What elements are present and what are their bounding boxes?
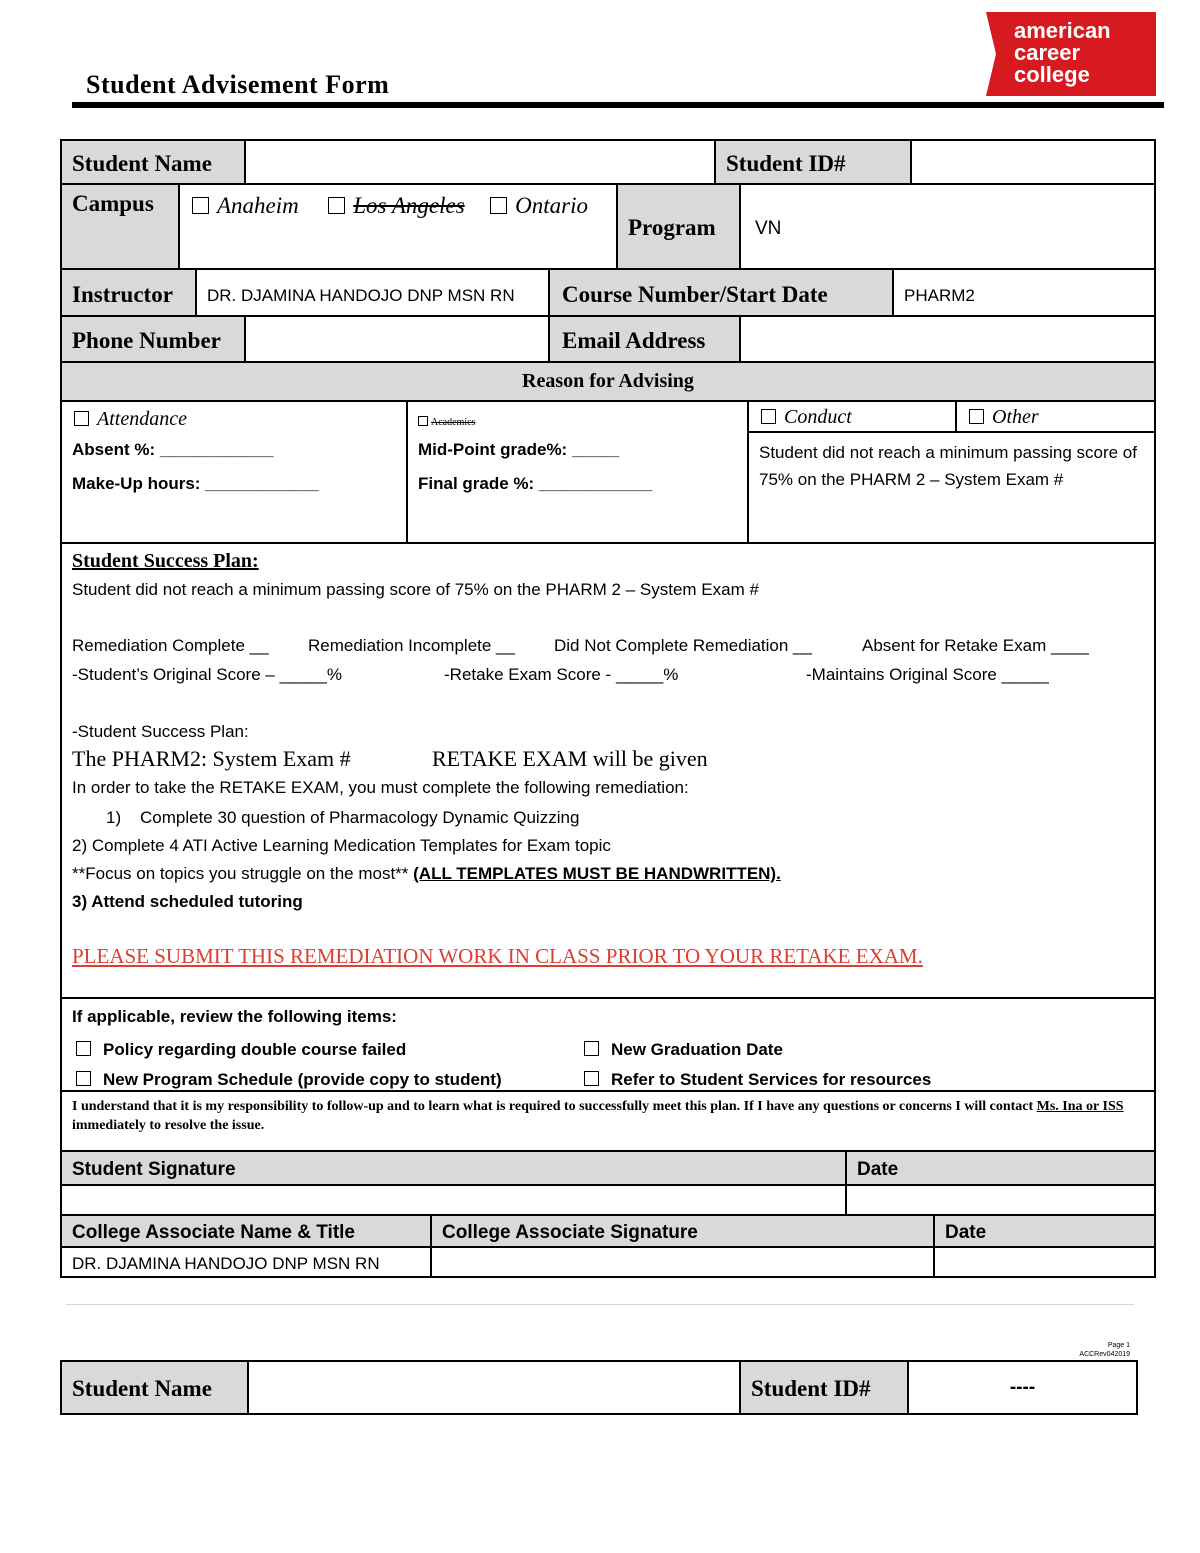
agreement-contact: Ms. Ina or ISS (1036, 1099, 1124, 1114)
course-field[interactable] (892, 268, 1156, 317)
academics-label: Academics (431, 417, 476, 428)
page-number: Page 1 (1107, 1342, 1130, 1349)
reason-header (60, 361, 1156, 402)
success-plan-box (60, 542, 1156, 999)
attendance-label: Attendance (97, 408, 187, 430)
attendance-box (60, 400, 408, 544)
remediation-incomplete: Remediation Incomplete __ (308, 636, 515, 655)
instructor-field[interactable] (195, 268, 550, 317)
remediation-item-1: 1) Complete 30 question of Pharmacology Dynamic Quizzing (106, 808, 580, 827)
associate-date-field[interactable] (933, 1246, 1156, 1278)
program-value: VN (755, 218, 782, 239)
academics-checkbox[interactable] (418, 416, 428, 426)
phone-label-cell (60, 315, 246, 363)
campus-los-angeles-checkbox[interactable] (328, 197, 345, 214)
success-plan-heading: Student Success Plan: (72, 550, 259, 572)
instructor-label: Instructor (72, 282, 173, 307)
retake-announcement-a: The PHARM2: System Exam # (72, 746, 351, 771)
original-score: -Student’s Original Score – _____% (72, 665, 342, 684)
associate-name-field[interactable] (60, 1246, 432, 1278)
final-grade: Final grade %: ____________ (418, 474, 653, 493)
p2-student-id-value: ---- (1009, 1377, 1036, 1398)
student-name-label: Student Name (72, 151, 212, 176)
other-label: Other (992, 406, 1039, 428)
schedule-label: New Program Schedule (provide copy to student) (103, 1070, 502, 1089)
other-box (955, 400, 1156, 433)
review-heading: If applicable, review the following items: (72, 1007, 397, 1026)
campus-ontario-checkbox[interactable] (490, 197, 507, 214)
course-label: Course Number/Start Date (562, 282, 828, 307)
student-name-label-cell (60, 139, 246, 185)
conduct-box (747, 400, 957, 433)
other-checkbox[interactable] (969, 409, 984, 424)
agreement-box (60, 1090, 1156, 1152)
associate-date-label: Date (945, 1222, 987, 1243)
logo-line-1: american (1014, 18, 1111, 43)
campus-los-angeles-label: Los Angeles (353, 193, 465, 218)
maintains-score: -Maintains Original Score _____ (806, 665, 1049, 684)
order-line: In order to take the RETAKE EXAM, you must complete the following remediation: (72, 778, 689, 797)
absent-retake: Absent for Retake Exam ____ (862, 636, 1089, 655)
campus-anaheim-label: Anaheim (217, 193, 299, 218)
graduation-checkbox[interactable] (584, 1041, 599, 1056)
academics-box (406, 400, 749, 544)
phone-field[interactable] (244, 315, 550, 363)
p2-student-name-label: Student Name (72, 1376, 212, 1401)
instructor-value: DR. DJAMINA HANDOJO DNP MSN RN (207, 286, 515, 305)
absent-percent: Absent %: ____________ (72, 440, 274, 459)
form-code: ACCRev042019 (1079, 1351, 1130, 1358)
policy-label: Policy regarding double course failed (103, 1040, 407, 1059)
success-plan-line1: Student did not reach a minimum passing score of 75% on the PHARM 2 – System Exam # (72, 580, 759, 599)
campus-label: Campus (72, 191, 154, 216)
conduct-checkbox[interactable] (761, 409, 776, 424)
conduct-label: Conduct (784, 406, 852, 428)
logo-line-2: career (1014, 40, 1081, 65)
course-label-cell (548, 268, 894, 317)
retake-score: -Retake Exam Score - _____% (444, 665, 679, 684)
email-field[interactable] (739, 315, 1156, 363)
student-id-label-cell (714, 139, 912, 185)
student-id-label: Student ID# (726, 151, 846, 176)
email-label-cell (548, 315, 741, 363)
makeup-hours: Make-Up hours: ____________ (72, 474, 319, 493)
other-description-box (747, 431, 1156, 544)
associate-name-label: College Associate Name & Title (72, 1222, 355, 1243)
college-logo (986, 12, 1156, 96)
program-label: Program (628, 215, 716, 240)
page-title: Student Advisement Form (86, 70, 390, 99)
other-description: Student did not reach a minimum passing score of 75% on the PHARM 2 – System Exam # (759, 443, 1137, 489)
student-services-checkbox[interactable] (584, 1071, 599, 1086)
logo-line-3: college (1014, 62, 1090, 87)
campus-anaheim-checkbox[interactable] (192, 197, 209, 214)
instructor-label-cell (60, 268, 197, 317)
p2-student-id-label: Student ID# (751, 1376, 871, 1401)
student-id-field[interactable] (910, 139, 1156, 185)
p2-student-id-field[interactable] (907, 1360, 1138, 1415)
schedule-checkbox[interactable] (76, 1071, 91, 1086)
remediation-item-3-note: **Focus on topics you struggle on the most** (72, 864, 409, 883)
reason-title: Reason for Advising (522, 370, 694, 392)
phone-label: Phone Number (72, 328, 221, 353)
associate-name-label-cell (60, 1214, 432, 1248)
agreement-text: I understand that it is my responsibility to follow-up and to learn what is required to successfully meet this plan. If I have any questions or concerns I will contact Ms. Ina or ISS immediately to resolve the issue. (72, 1099, 1124, 1133)
student-date-label: Date (857, 1159, 899, 1180)
campus-label-cell (60, 183, 180, 270)
p2-student-id-label-cell (739, 1360, 909, 1415)
program-label-cell (616, 183, 741, 270)
student-name-field[interactable] (244, 139, 716, 185)
remediation-item-3: 3) Attend scheduled tutoring (72, 892, 303, 911)
student-date-field[interactable] (845, 1184, 1156, 1216)
did-not-complete: Did Not Complete Remediation __ (554, 636, 812, 655)
retake-announcement-b: RETAKE EXAM will be given (432, 746, 708, 771)
graduation-label: New Graduation Date (611, 1040, 783, 1059)
templates-handwritten-note: (ALL TEMPLATES MUST BE HANDWRITTEN). (413, 864, 781, 883)
associate-date-label-cell (933, 1214, 1156, 1248)
program-field[interactable] (739, 183, 1156, 270)
student-date-label-cell (845, 1150, 1156, 1186)
associate-signature-label-cell (430, 1214, 935, 1248)
student-signature-label-cell (60, 1150, 847, 1186)
remediation-complete: Remediation Complete __ (72, 636, 269, 655)
campus-ontario-label: Ontario (515, 193, 588, 218)
submit-notice: PLEASE SUBMIT THIS REMEDIATION WORK IN CLASS PRIOR TO YOUR RETAKE EXAM. (72, 944, 923, 968)
page-divider (66, 1304, 1134, 1305)
plan-label: -Student Success Plan: (72, 722, 249, 741)
remediation-item-2: 2) Complete 4 ATI Active Learning Medication Templates for Exam topic (72, 836, 611, 855)
student-signature-field[interactable] (60, 1184, 847, 1216)
email-label: Email Address (562, 328, 706, 353)
associate-signature-field[interactable] (430, 1246, 935, 1278)
p2-student-name-label-cell (60, 1360, 249, 1415)
student-services-label: Refer to Student Services for resources (611, 1070, 932, 1089)
attendance-checkbox[interactable] (74, 411, 89, 426)
midpoint-grade: Mid-Point grade%: _____ (418, 440, 620, 459)
course-value: PHARM2 (904, 286, 975, 305)
header-rule (72, 102, 1164, 108)
associate-signature-label: College Associate Signature (442, 1222, 698, 1243)
policy-checkbox[interactable] (76, 1041, 91, 1056)
associate-name-value: DR. DJAMINA HANDOJO DNP MSN RN (72, 1254, 380, 1273)
campus-options (178, 183, 618, 270)
p2-student-name-field[interactable] (247, 1360, 741, 1415)
student-signature-label: Student Signature (72, 1159, 236, 1180)
review-box (60, 997, 1156, 1092)
